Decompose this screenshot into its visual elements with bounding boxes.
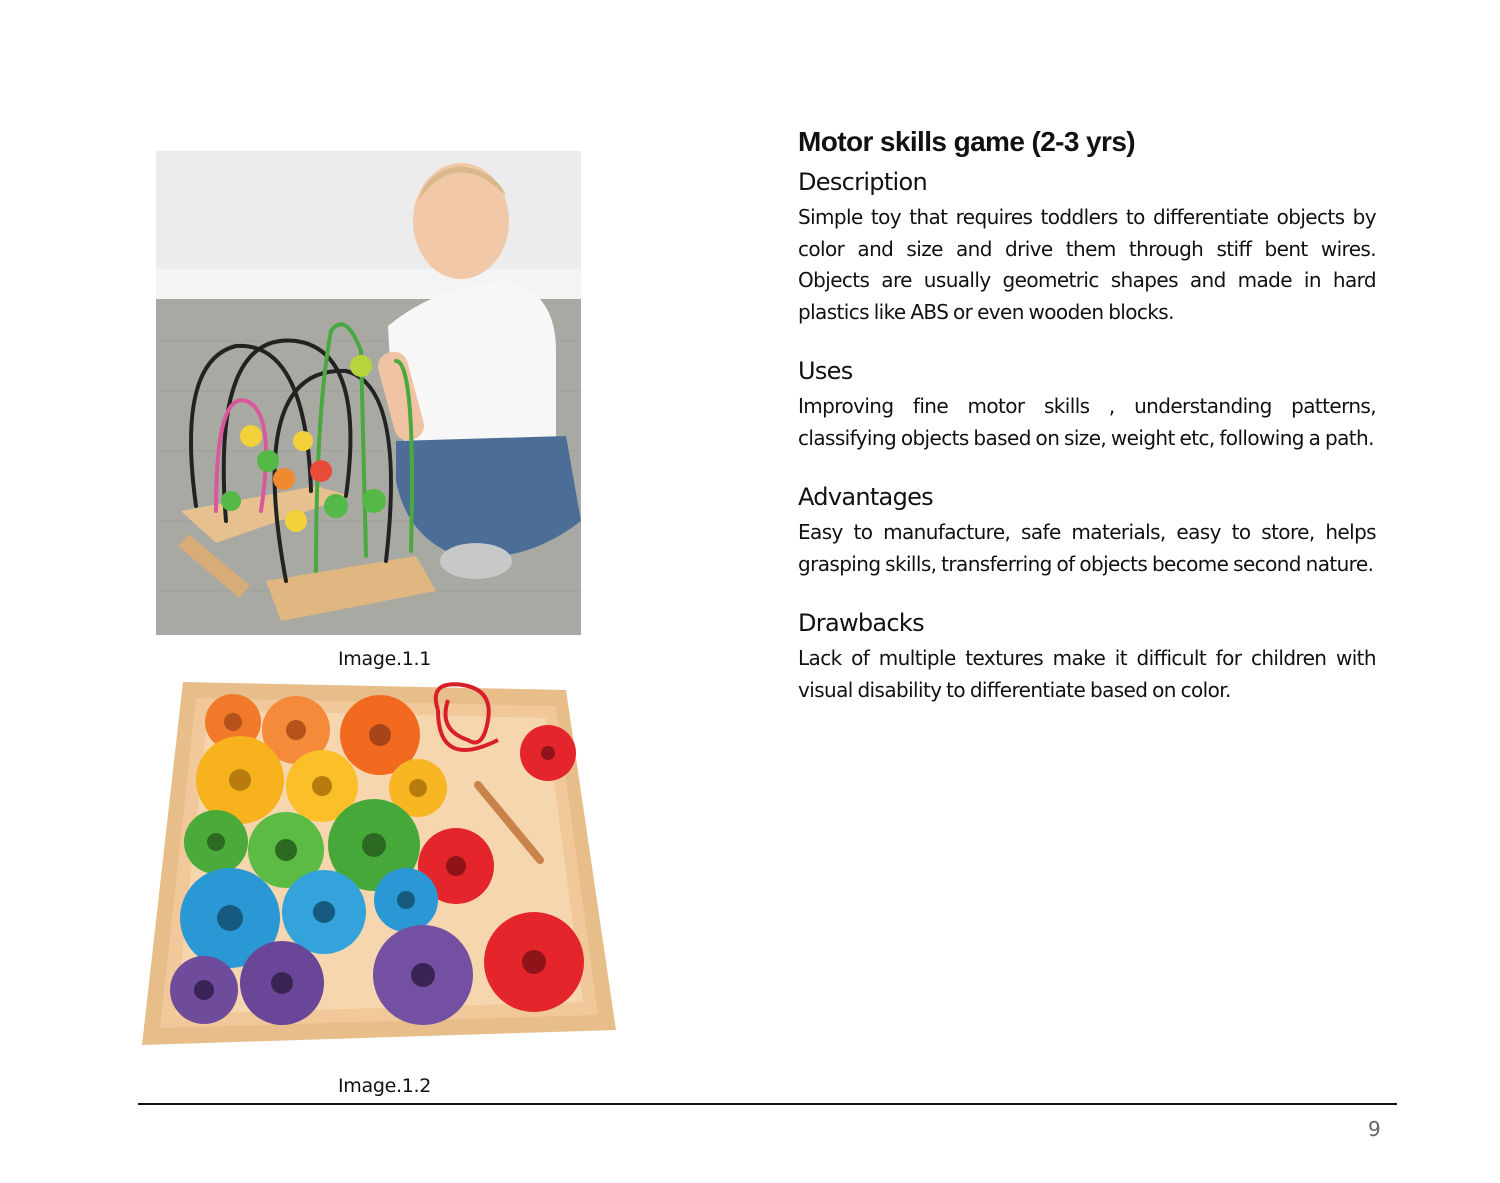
section-body: Lack of multiple textures make it difficult for children with visual disability to differentiate based on color. xyxy=(798,646,1376,702)
page-number: 9 xyxy=(1368,1117,1381,1141)
figure-stacking-rings-photo xyxy=(138,680,620,1062)
section-description xyxy=(798,168,1376,328)
section-body: Simple toy that requires toddlers to differentiate objects by color and size and drive them through stiff bent wires. Objects are usually geometric shapes and made in hard plastics like ABS or even wooden blocks. xyxy=(798,205,1376,324)
figure-bead-maze-photo xyxy=(156,151,581,635)
section-drawbacks xyxy=(798,609,1376,706)
section-body: Improving fine motor skills , understanding patterns, classifying objects based on size, weight etc, following a path. xyxy=(798,394,1376,450)
section-uses xyxy=(798,357,1376,454)
figure-caption: Image.1.1 xyxy=(338,648,432,670)
section-advantages xyxy=(798,483,1376,580)
footer-rule xyxy=(138,1103,1397,1105)
page-title: Motor skills game (2-3 yrs) xyxy=(798,126,1136,157)
section-body: Easy to manufacture, safe materials, easy to store, helps grasping skills, transferring of objects become second nature. xyxy=(798,520,1376,576)
section-heading: Description xyxy=(798,168,927,196)
section-heading: Uses xyxy=(798,357,853,385)
section-heading: Advantages xyxy=(798,483,933,511)
figure-caption: Image.1.2 xyxy=(338,1075,432,1097)
section-heading: Drawbacks xyxy=(798,609,924,637)
